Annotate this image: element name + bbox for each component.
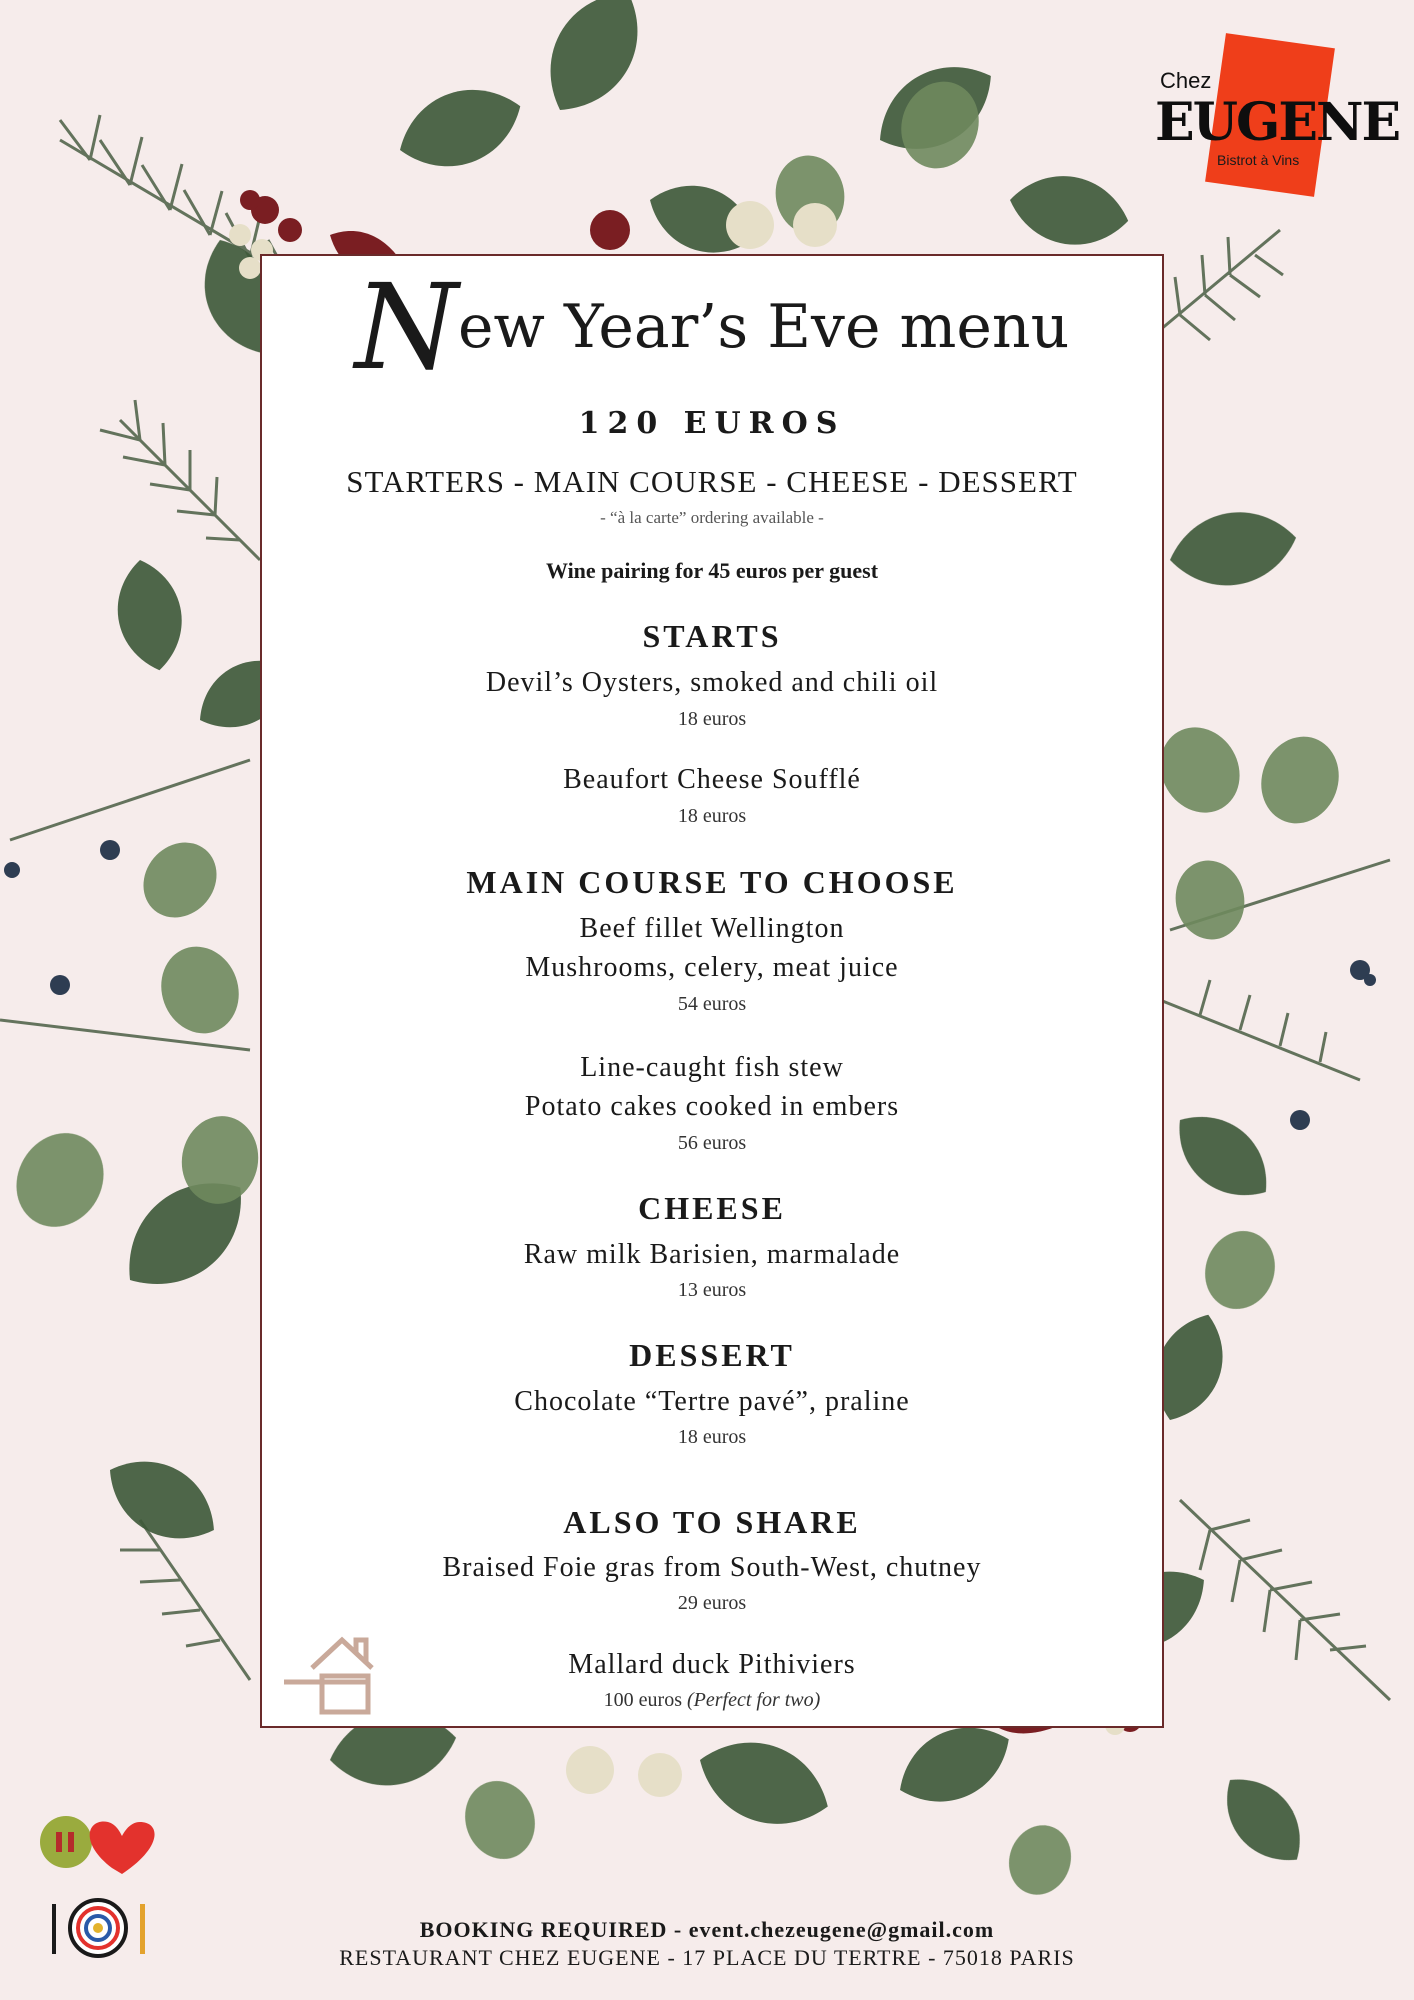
dish-name: Beaufort Cheese Soufflé: [563, 764, 861, 795]
logo-name: EUGENE: [1155, 92, 1400, 153]
footer-address: RESTAURANT CHEZ EUGENE - 17 PLACE DU TERTRE - 75018 PARIS: [339, 1945, 1075, 1970]
dish-price-line: [262, 1689, 1162, 1712]
logo-chez: Chez: [1160, 68, 1212, 93]
menu-courses: STARTERS - MAIN COURSE - CHEESE - DESSERT: [346, 464, 1078, 499]
dish-price: 18 euros: [677, 1426, 747, 1448]
dish-price: 18 euros: [677, 708, 747, 730]
dish-name: Braised Foie gras from South-West, chutney: [442, 1552, 982, 1583]
dish-price: 100 euros: [603, 1689, 682, 1711]
logo-tagline: Bistrot à Vins: [1217, 152, 1300, 168]
dish-description: Mushrooms, celery, meat juice: [525, 952, 899, 983]
section-heading-dessert: DESSERT: [629, 1337, 795, 1373]
dish-name: Beef fillet Wellington: [579, 913, 845, 944]
section-heading-main: MAIN COURSE TO CHOOSE: [466, 864, 958, 900]
footer-booking: [0, 1917, 1414, 1943]
booking-email[interactable]: event.chezeugene@gmail.com: [688, 1917, 995, 1942]
section-heading-share: ALSO TO SHARE: [563, 1504, 861, 1540]
wine-pairing: Wine pairing for 45 euros per guest: [545, 558, 879, 583]
section-heading-cheese: CHEESE: [638, 1190, 786, 1226]
title-initial: N: [354, 258, 459, 396]
title-rest: ew Year’s Eve menu: [458, 292, 1070, 362]
dish-price: 29 euros: [677, 1592, 747, 1614]
booking-label: BOOKING REQUIRED -: [419, 1917, 689, 1942]
dish-price: 56 euros: [677, 1132, 747, 1154]
brand-logo: [1155, 40, 1400, 190]
menu-price: 120 EUROS: [578, 406, 846, 441]
dish-name: Mallard duck Pithiviers: [568, 1649, 856, 1680]
dish-name: Devil’s Oysters, smoked and chili oil: [485, 667, 939, 698]
wine-badge-icon: [40, 1816, 92, 1868]
carte-note: - “à la carte” ordering available -: [600, 508, 824, 527]
dish-name: Raw milk Barisien, marmalade: [523, 1239, 901, 1270]
dish-price: 54 euros: [677, 993, 747, 1015]
dish-description: Potato cakes cooked in embers: [524, 1091, 900, 1122]
house-icon: [284, 1628, 384, 1718]
menu-card: [260, 254, 1164, 1728]
dish-note: (Perfect for two): [687, 1689, 821, 1711]
section-heading-starts: STARTS: [642, 618, 782, 654]
heart-icon: [90, 1822, 155, 1874]
dish-name: Line-caught fish stew: [580, 1052, 844, 1083]
dish-price: 13 euros: [677, 1279, 747, 1301]
dish-price: 18 euros: [677, 805, 747, 827]
dish-name: Chocolate “Tertre pavé”, praline: [514, 1386, 910, 1417]
menu-title: [262, 258, 1162, 396]
